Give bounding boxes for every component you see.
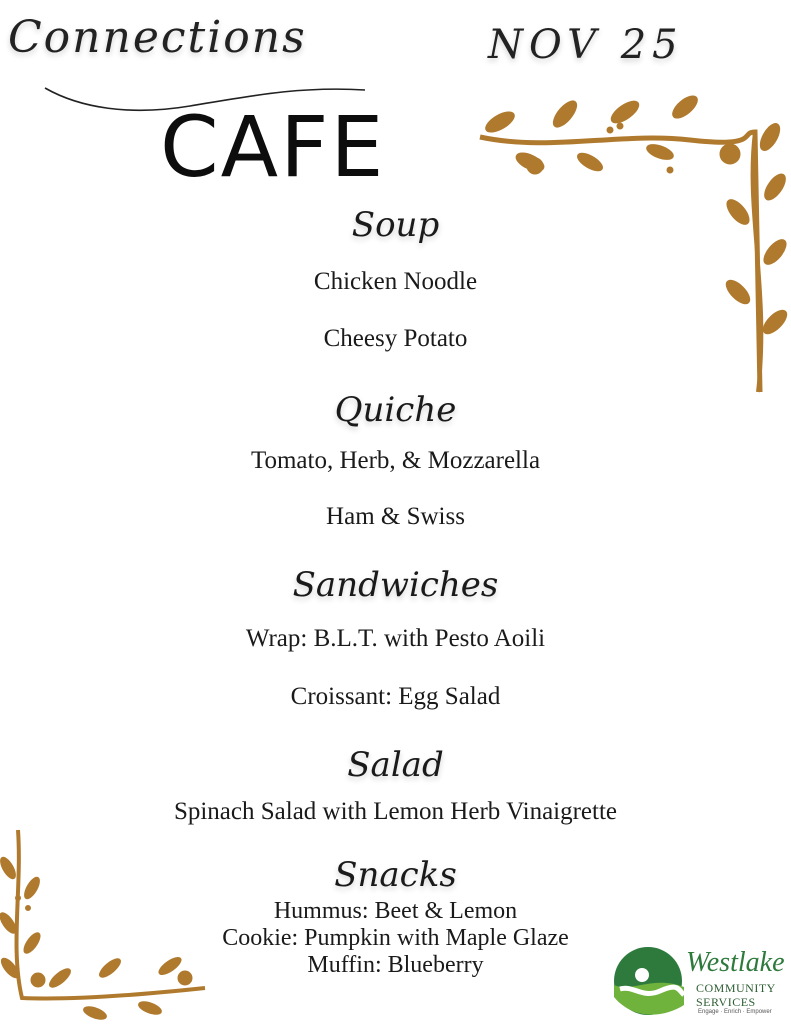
section-heading-salad: Salad (347, 745, 444, 785)
menu-item-sandwich-1: Wrap: B.L.T. with Pesto Aoili (245, 625, 546, 652)
menu-item-soup-1: Chicken Noodle (313, 268, 478, 295)
menu-item-snack-1: Hummus: Beet & Lemon (273, 898, 518, 924)
section-heading-snacks: Snacks (334, 855, 457, 895)
vine-corner-bottom-left-icon (0, 828, 215, 1020)
menu-item-salad-1: Spinach Salad with Lemon Herb Vinaigrette (173, 798, 618, 825)
menu-item-quiche-1: Tomato, Herb, & Mozzarella (250, 447, 541, 474)
menu-item-sandwich-2: Croissant: Egg Salad (290, 683, 501, 710)
logo-line-1: COMMUNITY (696, 981, 776, 995)
section-heading-quiche: Quiche (334, 390, 457, 430)
westlake-logo (612, 945, 791, 1017)
menu-item-snack-3: Muffin: Blueberry (307, 952, 484, 978)
logo-tagline: Engage · Enrich · Empower (698, 1009, 772, 1015)
menu-item-snack-2: Cookie: Pumpkin with Maple Glaze (222, 925, 569, 951)
brand-script-title: Connections (8, 12, 307, 63)
section-heading-sandwiches: Sandwiches (292, 565, 499, 605)
logo-name: Westlake (686, 947, 785, 978)
section-heading-soup: Soup (351, 205, 440, 245)
westlake-emblem-icon (612, 945, 686, 1017)
menu-item-quiche-2: Ham & Swiss (326, 503, 465, 530)
logo-line-2: SERVICES (696, 995, 756, 1009)
brand-main-title: CAFE (160, 98, 386, 196)
menu-item-soup-2: Cheesy Potato (323, 325, 468, 352)
menu-date: NOV 25 (488, 22, 684, 68)
